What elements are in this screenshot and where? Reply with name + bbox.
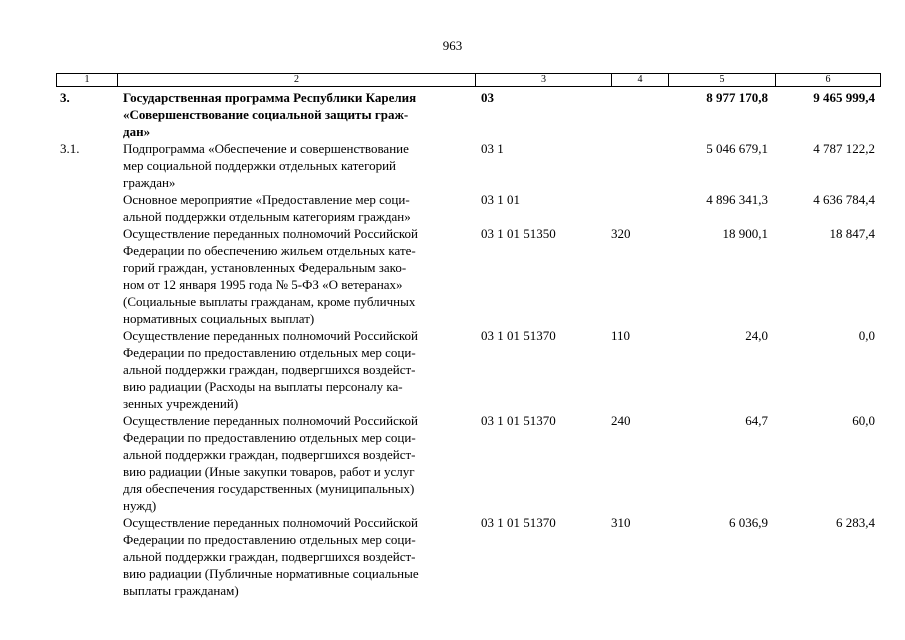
row-name <box>123 191 475 225</box>
table-row <box>56 514 881 599</box>
row-name-line: выплаты гражданам) <box>123 583 239 598</box>
header-cell-4: 4 <box>612 74 669 86</box>
page-number: 963 <box>442 38 463 53</box>
row-name-line: горий граждан, установленных Федеральным зако- <box>123 260 407 275</box>
row-name-line: «Совершенствование социальной защиты граж- <box>123 107 409 122</box>
row-name <box>123 140 475 191</box>
row-name-line: граждан» <box>123 175 176 190</box>
row-name <box>123 89 475 140</box>
row-name-line: Осуществление переданных полномочий Российской <box>123 226 418 241</box>
row-code: 03 1 01 <box>481 192 520 207</box>
row-sum-2: 4 787 122,2 <box>813 141 875 156</box>
row-expense-type: 240 <box>611 413 631 428</box>
table-row <box>56 225 881 327</box>
row-name-line: мер социальной поддержки отдельных категорий <box>123 158 396 173</box>
row-name-line: ном от 12 января 1995 года № 5-ФЗ «О ветеранах» <box>123 277 403 292</box>
header-cell-1: 1 <box>57 74 118 86</box>
row-code: 03 1 01 51370 <box>481 515 556 530</box>
table-row <box>56 140 881 191</box>
row-name-line: дан» <box>123 124 151 139</box>
header-cell-3: 3 <box>476 74 612 86</box>
row-sum-1: 24,0 <box>745 328 768 343</box>
row-name-line: Федерации по предоставлению отдельных мер соци- <box>123 430 416 445</box>
row-name-line: альной поддержки отдельным категориям граждан» <box>123 209 411 224</box>
row-sum-2: 6 283,4 <box>836 515 875 530</box>
row-number: 3.1. <box>60 141 80 156</box>
row-name-line: вию радиации (Иные закупки товаров, работ и услуг <box>123 464 415 479</box>
row-name-line: (Социальные выплаты гражданам, кроме публичных <box>123 294 416 309</box>
row-sum-2: 9 465 999,4 <box>813 90 875 105</box>
row-name-line: альной поддержки граждан, подвергшихся воздейст- <box>123 447 416 462</box>
row-code: 03 1 01 51350 <box>481 226 556 241</box>
row-sum-1: 18 900,1 <box>722 226 768 241</box>
table-row <box>56 191 881 225</box>
row-code: 03 <box>481 90 494 105</box>
row-name-line: зенных учреждений) <box>123 396 239 411</box>
row-name-line: Осуществление переданных полномочий Российской <box>123 413 418 428</box>
row-name <box>123 225 475 327</box>
row-expense-type: 110 <box>611 328 631 343</box>
row-name-line: альной поддержки граждан, подвергшихся воздейст- <box>123 362 416 377</box>
row-name-line: Основное мероприятие «Предоставление мер соци- <box>123 192 410 207</box>
table-row <box>56 412 881 514</box>
row-sum-2: 0,0 <box>858 328 875 343</box>
row-name-line: Подпрограмма «Обеспечение и совершенствование <box>123 141 409 156</box>
header-cell-6: 6 <box>825 74 831 85</box>
table-row <box>56 327 881 412</box>
row-name-line: Федерации по обеспечению жильем отдельных кате- <box>123 243 416 258</box>
row-code: 03 1 <box>481 141 504 156</box>
row-name <box>123 327 475 412</box>
header-cell-2: 2 <box>118 74 476 86</box>
row-expense-type: 310 <box>611 515 631 530</box>
row-sum-1: 6 036,9 <box>729 515 768 530</box>
row-name-line: нужд) <box>123 498 157 513</box>
row-name <box>123 412 475 514</box>
row-name-line: Государственная программа Республики Карелия <box>123 90 417 105</box>
row-name-line: альной поддержки граждан, подвергшихся воздейст- <box>123 549 416 564</box>
row-sum-2: 18 847,4 <box>829 226 875 241</box>
row-sum-1: 64,7 <box>745 413 768 428</box>
row-name-line: для обеспечения государственных (муниципальных) <box>123 481 415 496</box>
table-body <box>56 89 881 599</box>
row-name-line: вию радиации (Публичные нормативные социальные <box>123 566 419 581</box>
row-name-line: Федерации по предоставлению отдельных мер соци- <box>123 345 416 360</box>
table-row <box>56 89 881 140</box>
row-number: 3. <box>60 90 70 105</box>
row-sum-2: 4 636 784,4 <box>813 192 875 207</box>
row-name-line: Осуществление переданных полномочий Российской <box>123 328 418 343</box>
table-header <box>56 73 881 87</box>
row-sum-1: 8 977 170,8 <box>706 90 768 105</box>
row-code: 03 1 01 51370 <box>481 413 556 428</box>
row-name-line: нормативных социальных выплат) <box>123 311 315 326</box>
row-name <box>123 514 475 599</box>
row-sum-1: 4 896 341,3 <box>706 192 768 207</box>
row-expense-type: 320 <box>611 226 631 241</box>
row-sum-2: 60,0 <box>852 413 875 428</box>
row-sum-1: 5 046 679,1 <box>706 141 768 156</box>
row-code: 03 1 01 51370 <box>481 328 556 343</box>
row-name-line: вию радиации (Расходы на выплаты персоналу ка- <box>123 379 403 394</box>
row-name-line: Федерации по предоставлению отдельных мер соци- <box>123 532 416 547</box>
row-name-line: Осуществление переданных полномочий Российской <box>123 515 418 530</box>
header-cell-5: 5 <box>669 74 776 86</box>
